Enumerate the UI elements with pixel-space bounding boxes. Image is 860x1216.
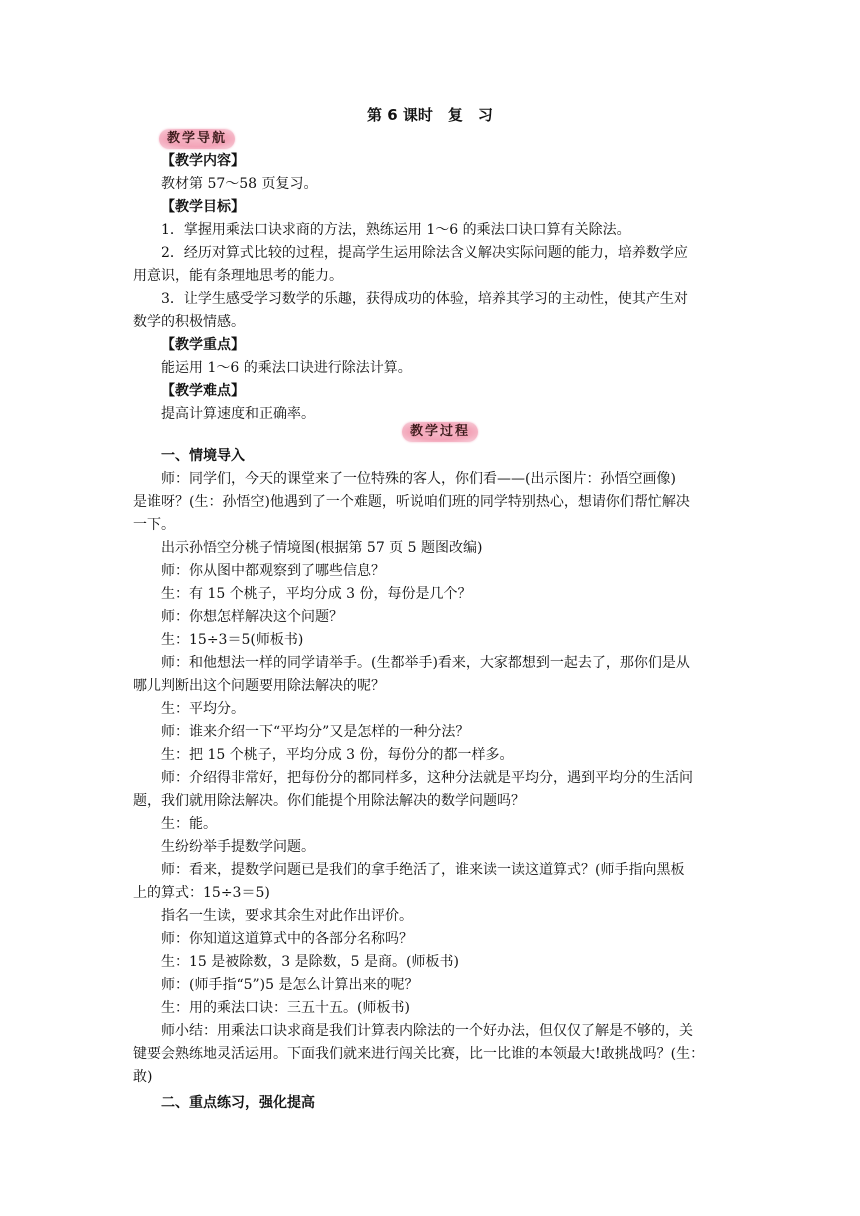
teaching-guide-badge: 教学导航 xyxy=(159,129,235,149)
paragraph-line: 师：谁来介绍一下“平均分”又是怎样的一种分法？ xyxy=(161,724,470,740)
paragraph-line: 2．经历对算式比较的过程，提高学生运用除法含义解决实际问题的能力，培养数学应 xyxy=(161,245,688,261)
paragraph-line: 敢) xyxy=(133,1069,153,1085)
section-heading-key-points: 【教学重点】 xyxy=(161,337,245,353)
paragraph-line: 生：能。 xyxy=(161,816,217,832)
paragraph-line: 师：同学们，今天的课堂来了一位特殊的客人，你们看——(出示图片：孙悟空画像) xyxy=(161,471,676,487)
section-heading-goals: 【教学目标】 xyxy=(161,199,245,215)
paragraph-line: 师：介绍得非常好，把每份分的都同样多，这种分法就是平均分，遇到平均分的生活问 xyxy=(161,770,693,786)
paragraph-line: 题，我们就用除法解决。你们能提个用除法解决的数学问题吗？ xyxy=(133,793,525,809)
section-heading-intro: 一、情境导入 xyxy=(161,448,245,464)
paragraph-line: 数学的积极情感。 xyxy=(133,314,245,330)
paragraph-line: 生：把 15 个桃子，平均分成 3 份，每份分的都一样多。 xyxy=(161,747,514,763)
paragraph-line: 键要会熟练地灵活运用。下面我们就来进行闯关比赛，比一比谁的本领最大!敢挑战吗？(生： xyxy=(133,1046,705,1062)
paragraph-line: 上的算式：15÷3＝5) xyxy=(133,885,270,901)
paragraph-line: 师：看来，提数学问题已是我们的拿手绝活了，谁来读一读这道算式？(师手指向黑板 xyxy=(161,862,685,878)
paragraph-line: 师：你从图中都观察到了哪些信息？ xyxy=(161,563,385,579)
paragraph-line: 3．让学生感受学习数学的乐趣，获得成功的体验，培养其学习的主动性，使其产生对 xyxy=(161,291,688,307)
paragraph-line: 师小结：用乘法口诀求商是我们计算表内除法的一个好办法，但仅仅了解是不够的，关 xyxy=(161,1023,693,1039)
section-heading-difficulties: 【教学难点】 xyxy=(161,383,245,399)
paragraph-line: 提高计算速度和正确率。 xyxy=(161,406,315,422)
paragraph-line: 师：你想怎样解决这个问题？ xyxy=(161,609,343,625)
paragraph-line: 指名一生读，要求其余生对此作出评价。 xyxy=(161,908,413,924)
paragraph-line: 师：(师手指“5”)5 是怎么计算出来的呢？ xyxy=(161,977,419,993)
paragraph-line: 1．掌握用乘法口诀求商的方法，熟练运用 1～6 的乘法口诀口算有关除法。 xyxy=(161,222,631,238)
lesson-title: 第 6 课时 复 习 xyxy=(367,106,493,124)
paragraph-line: 生：平均分。 xyxy=(161,701,245,717)
paragraph-line: 生：用的乘法口诀：三五十五。(师板书) xyxy=(161,1000,410,1016)
paragraph-line: 生纷纷举手提数学问题。 xyxy=(161,839,315,855)
paragraph-line: 生：15÷3＝5(师板书) xyxy=(161,632,304,648)
teaching-process-badge: 教学过程 xyxy=(402,422,478,442)
paragraph-line: 用意识，能有条理地思考的能力。 xyxy=(133,268,343,284)
paragraph-line: 教材第 57～58 页复习。 xyxy=(161,176,318,192)
paragraph-line: 一下。 xyxy=(133,517,175,533)
paragraph-line: 哪儿判断出这个问题要用除法解决的呢？ xyxy=(133,678,385,694)
paragraph-line: 能运用 1～6 的乘法口诀进行除法计算。 xyxy=(161,360,412,376)
paragraph-line: 生：有 15 个桃子，平均分成 3 份，每份是几个？ xyxy=(161,586,472,602)
paragraph-line: 生：15 是被除数，3 是除数，5 是商。(师板书) xyxy=(161,954,459,970)
paragraph-line: 师：你知道这道算式中的各部分名称吗？ xyxy=(161,931,413,947)
paragraph-line: 是谁呀？(生：孙悟空)他遇到了一个难题，听说咱们班的同学特别热心，想请你们帮忙解决 xyxy=(133,494,690,510)
paragraph-line: 出示孙悟空分桃子情境图(根据第 57 页 5 题图改编) xyxy=(161,540,483,556)
section-heading-content: 【教学内容】 xyxy=(161,153,245,169)
section-heading-practice: 二、重点练习，强化提高 xyxy=(161,1095,315,1111)
paragraph-line: 师：和他想法一样的同学请举手。(生都举手)看来，大家都想到一起去了，那你们是从 xyxy=(161,655,690,671)
